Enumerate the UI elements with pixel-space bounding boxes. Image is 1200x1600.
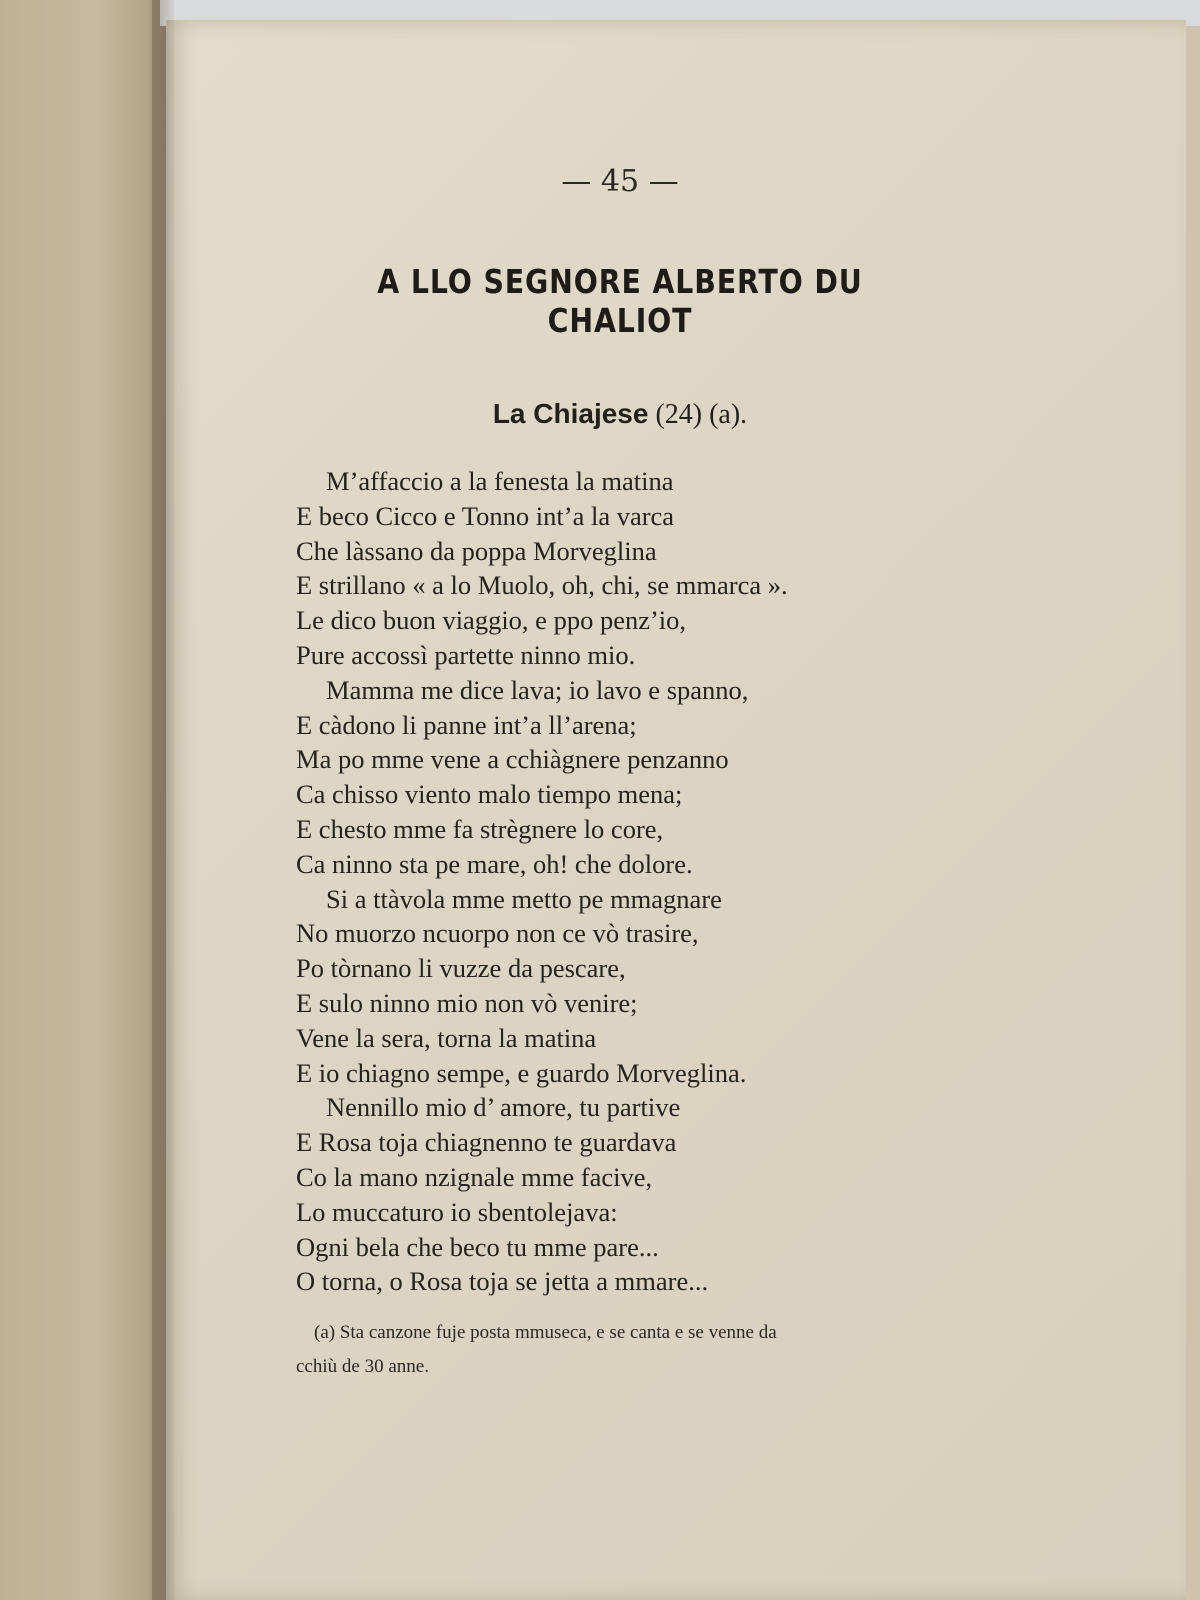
left-page xyxy=(0,0,166,1600)
page-number: — 45 — xyxy=(561,164,679,199)
poem-line: Lo muccaturo io sbentolejava: xyxy=(296,1196,618,1227)
poem-title-name: La Chiajese xyxy=(492,398,649,429)
poem-line: E Rosa toja chiagnenno te guardava xyxy=(296,1127,677,1158)
poem-line: E chesto mme fa strègnere lo core, xyxy=(296,813,664,844)
poem-line: Ma po mme vene a cchiàgnere penzanno xyxy=(296,744,729,775)
poem-line: Ca ninno sta pe mare, oh! che dolore. xyxy=(296,848,693,879)
poem-line: Ca chisso viento malo tiempo mena; xyxy=(296,779,683,810)
poem-title xyxy=(440,398,800,431)
page-title: A LLO SEGNORE ALBERTO DU CHALIOT xyxy=(377,262,863,340)
book-gutter xyxy=(152,0,174,1600)
poem-line: Che làssano da poppa Morveglina xyxy=(296,535,657,566)
poem-line: O torna, o Rosa toja se jetta a mmare... xyxy=(296,1266,709,1297)
poem-line: Pure accossì partette ninno mio. xyxy=(296,639,636,670)
poem-line: No muorzo ncuorpo non ce vò trasire, xyxy=(296,918,699,949)
poem-line: Si a ttàvola mme metto pe mmagnare xyxy=(326,883,722,914)
poem-line: Ogni bela che beco tu mme pare... xyxy=(296,1231,659,1262)
poem-line: Mamma me dice lava; io lavo e spanno, xyxy=(326,674,749,705)
poem-line: Vene la sera, torna la matina xyxy=(296,1022,597,1053)
poem-line: E io chiagno sempe, e guardo Morveglina. xyxy=(296,1057,747,1088)
footnote-line: cchiù de 30 anne. xyxy=(296,1356,429,1377)
poem-title-reference: (24) (a). xyxy=(655,399,748,430)
poem-line: Le dico buon viaggio, e ppo penz’io, xyxy=(296,605,687,636)
poem-line: Nennillo mio d’ amore, tu partive xyxy=(326,1092,681,1123)
poem-line: E strillano « a lo Muolo, oh, chi, se mmarca ». xyxy=(296,570,788,601)
poem-line: Po tòrnano li vuzze da pescare, xyxy=(296,953,626,984)
poem-line: E sulo ninno mio non vò venire; xyxy=(296,987,638,1018)
poem-line: E càdono li panne int’a ll’arena; xyxy=(296,709,637,740)
poem-line: Co la mano nzignale mme facive, xyxy=(296,1161,653,1192)
poem-line: M’affaccio a la fenesta la matina xyxy=(326,466,674,496)
poem-line: E beco Cicco e Tonno int’a la varca xyxy=(296,500,675,531)
footnote xyxy=(296,1316,976,1384)
footnote-line: (a) Sta canzone fuje posta mmuseca, e se canta e se venne da xyxy=(314,1322,777,1343)
poem-body xyxy=(296,464,976,1299)
